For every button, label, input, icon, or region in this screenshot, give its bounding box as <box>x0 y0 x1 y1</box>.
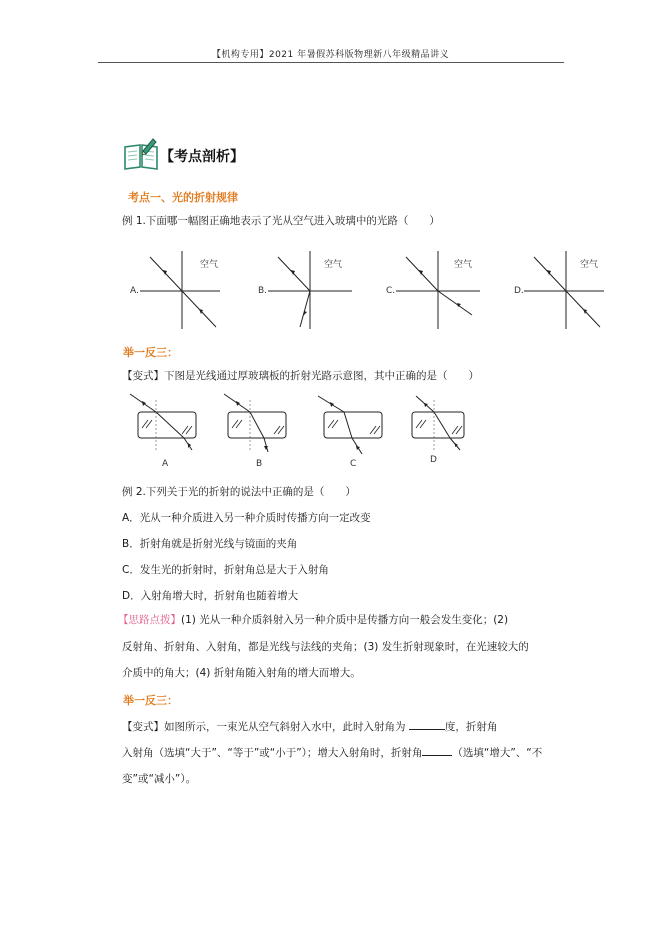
example2-question: 例 2.下列关于光的折射的说法中正确的是（ ） <box>122 486 356 498</box>
example2-option-c: C．发生光的折射时，折射角总是大于入射角 <box>122 564 329 576</box>
practice2-text-2b: （选填“增大”、“不 <box>452 747 543 759</box>
practice2-line-1 <box>122 719 497 734</box>
slab-b-label: B <box>256 459 263 469</box>
example2-option-d: D．入射角增大时，折射角也随着增大 <box>122 590 299 602</box>
example1-question: 例 1.下面哪一幅图正确地表示了光从空气进入玻璃中的光路（ ） <box>122 215 440 227</box>
slab-b <box>224 394 286 469</box>
practice1-question: 【变式】下图是光线通过厚玻璃板的折射光路示意图，其中正确的是（ ） <box>122 370 479 382</box>
slab-a-label: A <box>162 459 169 469</box>
practice2-line-3: 变”或“减小”）。 <box>122 773 197 785</box>
practice2-text-1b: 度，折射角 <box>444 721 498 733</box>
analysis-text-1: (1) 光从一种介质斜射入另一种介质中是传播方向一般会发生变化；(2) <box>181 614 509 626</box>
example1-figure <box>120 245 604 335</box>
practice2-heading: 举一反三： <box>123 694 178 707</box>
page-header: 【机构专用】2021 年暑假苏科版物理新八年级精品讲义 <box>211 50 450 60</box>
option-b-label: B. <box>258 286 268 296</box>
slab-d <box>412 396 464 465</box>
topic-title: 考点一、光的折射规律 <box>128 191 238 204</box>
answer-blank-2[interactable] <box>422 745 452 756</box>
practice1-heading: 举一反三： <box>123 346 178 359</box>
slab-d-label: D <box>430 455 437 465</box>
answer-blank-1[interactable] <box>409 719 445 730</box>
header-divider <box>98 62 564 63</box>
air-label: 空气 <box>324 260 343 270</box>
option-a-label: A. <box>130 286 139 296</box>
book-pencil-icon <box>123 137 159 171</box>
air-label: 空气 <box>454 260 473 270</box>
analysis-line-1 <box>118 612 508 627</box>
analysis-tag: 【思路点拨】 <box>118 614 181 626</box>
option-c-label: C. <box>386 286 396 296</box>
analysis-line-2: 反射角、折射角、入射角，都是光线与法线的夹角；(3) 发生折射现象时，在光速较大的 <box>122 641 529 653</box>
practice2-text-1a: 【变式】如图所示，一束光从空气斜射入水中，此时入射角为 <box>122 721 406 733</box>
slab-c <box>318 396 382 469</box>
section-title: 【考点剖析】 <box>160 149 244 165</box>
practice2-line-2 <box>122 745 542 760</box>
air-label: 空气 <box>200 260 219 270</box>
slab-a <box>130 394 196 469</box>
practice2-text-2a: 入射角（选填“大于”、“等于”或“小于”）；增大入射角时，折射角 <box>122 747 423 759</box>
example2-option-b: B．折射角就是折射光线与镜面的夹角 <box>122 538 298 550</box>
glass-slab-figure <box>128 390 468 470</box>
air-label: 空气 <box>580 260 599 270</box>
example2-option-a: A．光从一种介质进入另一种介质时传播方向一定改变 <box>122 512 371 524</box>
option-d-label: D. <box>514 286 524 296</box>
analysis-line-3: 介质中的角大；(4) 折射角随入射角的增大而增大。 <box>122 667 361 679</box>
slab-c-label: C <box>350 459 357 469</box>
